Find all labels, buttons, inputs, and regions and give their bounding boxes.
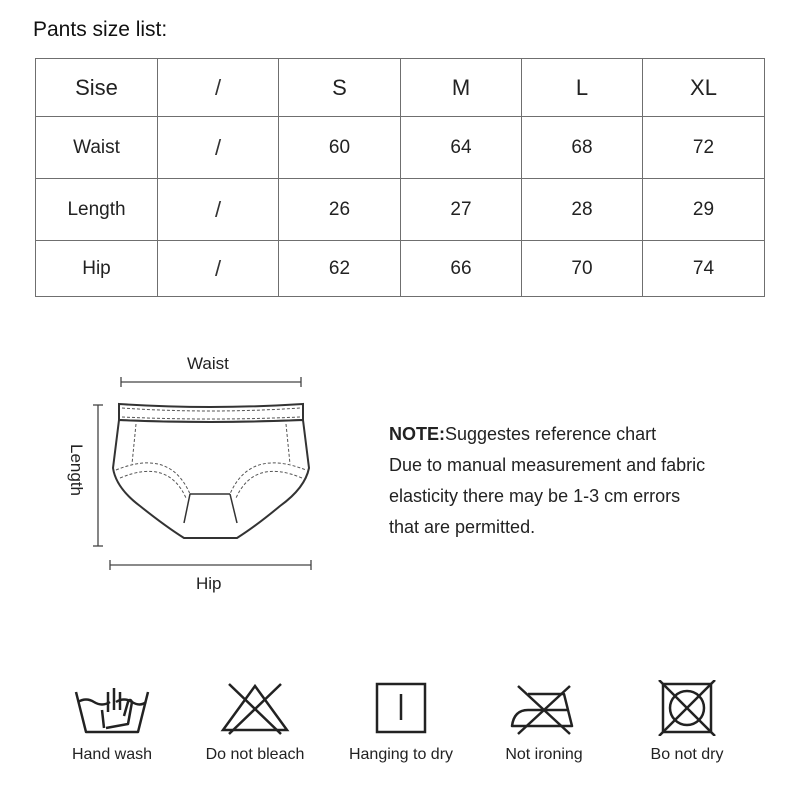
briefs-icon bbox=[60, 348, 330, 598]
table-cell: 64 bbox=[401, 117, 522, 179]
size-table bbox=[35, 58, 765, 297]
table-cell: 74 bbox=[643, 241, 765, 297]
table-cell: 72 bbox=[643, 117, 765, 179]
waist-label: Waist bbox=[187, 354, 229, 373]
table-cell: 70 bbox=[522, 241, 643, 297]
note-block bbox=[389, 419, 769, 543]
table-header-row bbox=[36, 59, 765, 117]
note-text: Suggestes reference chart bbox=[445, 424, 657, 444]
table-cell: / bbox=[158, 179, 279, 241]
table-cell: Length bbox=[36, 179, 158, 241]
table-row bbox=[36, 241, 765, 297]
table-cell: / bbox=[158, 241, 279, 297]
care-no-dry bbox=[607, 680, 767, 764]
note-line-4: that are permitted. bbox=[389, 517, 536, 537]
table-cell: 66 bbox=[401, 241, 522, 297]
table-cell: 60 bbox=[279, 117, 401, 179]
care-do-not-bleach bbox=[175, 680, 335, 764]
table-cell: 28 bbox=[522, 179, 643, 241]
table-cell: 62 bbox=[279, 241, 401, 297]
hang-dry-icon bbox=[361, 680, 441, 736]
care-label: Do not bleach bbox=[205, 746, 305, 763]
care-hand-wash bbox=[32, 680, 192, 764]
table-row bbox=[36, 179, 765, 241]
table-cell: 68 bbox=[522, 117, 643, 179]
header-cell: / bbox=[158, 59, 279, 117]
note-line-2: Due to manual measurement and fabric bbox=[389, 455, 706, 475]
care-label: Hand wash bbox=[71, 746, 153, 763]
table-cell: Waist bbox=[36, 117, 158, 179]
care-label: Bo not dry bbox=[650, 746, 724, 763]
no-iron-icon bbox=[504, 680, 584, 736]
header-cell: Sise bbox=[36, 59, 158, 117]
table-cell: 29 bbox=[643, 179, 765, 241]
table-cell: / bbox=[158, 117, 279, 179]
header-cell: M bbox=[401, 59, 522, 117]
page-title: Pants size list: bbox=[33, 18, 168, 41]
care-hang-dry bbox=[321, 680, 481, 764]
do-not-bleach-icon bbox=[215, 680, 295, 736]
length-label: Length bbox=[67, 444, 86, 496]
table-cell: 27 bbox=[401, 179, 522, 241]
hand-wash-icon bbox=[72, 680, 152, 736]
header-cell: S bbox=[279, 59, 401, 117]
care-no-iron bbox=[464, 680, 624, 764]
hip-label: Hip bbox=[196, 574, 222, 593]
header-cell: XL bbox=[643, 59, 765, 117]
note-heading: NOTE: bbox=[389, 424, 445, 444]
care-label: Not ironing bbox=[505, 746, 583, 763]
note-line-3: elasticity there may be 1-3 cm errors bbox=[389, 486, 681, 506]
header-cell: L bbox=[522, 59, 643, 117]
table-row bbox=[36, 117, 765, 179]
table-cell: Hip bbox=[36, 241, 158, 297]
no-dry-icon bbox=[647, 680, 727, 736]
table-cell: 26 bbox=[279, 179, 401, 241]
care-label: Hanging to dry bbox=[348, 746, 454, 763]
measurement-diagram bbox=[60, 348, 330, 598]
note-line-1 bbox=[389, 419, 769, 450]
